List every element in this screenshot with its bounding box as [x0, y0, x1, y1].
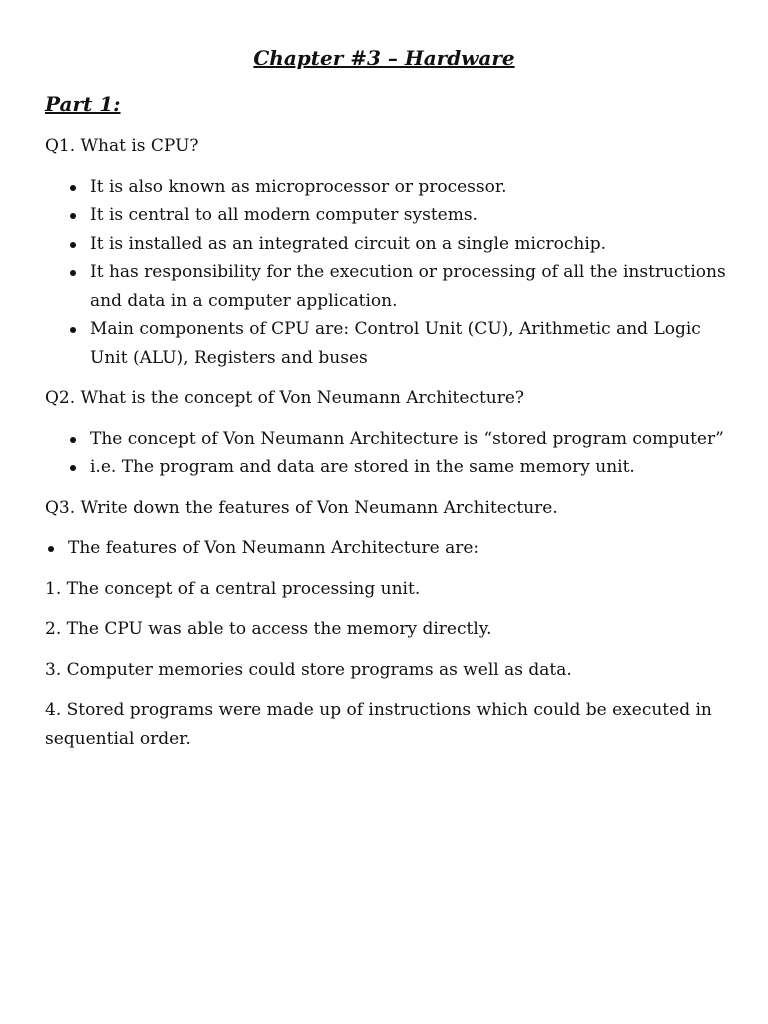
question-2: Q2. What is the concept of Von Neumann Architecture? [45, 388, 525, 408]
feature-item-1: 1. The concept of a central processing unit. [45, 578, 421, 599]
bullet-icon [70, 270, 76, 276]
list-item-text: It is installed as an integrated circuit on a single microchip. [90, 233, 607, 254]
list-item [45, 425, 735, 454]
bullet-icon [70, 437, 76, 443]
document-body [45, 132, 735, 765]
feature-item-3: 3. Computer memories could store programs as well as data. [45, 659, 572, 680]
list-item-text: The concept of Von Neumann Architecture is “stored program computer” [90, 428, 724, 449]
list-item-text: It is also known as microprocessor or processor. [90, 176, 507, 197]
question-3-intro [45, 534, 735, 563]
list-item-text: It has responsibility for the execution or processing of all the instructions and data in a computer application. [90, 262, 726, 311]
bullet-icon [70, 465, 76, 471]
list-item-text: Main components of CPU are: Control Unit (CU), Arithmetic and Logic Unit (ALU), Registers and buses [90, 319, 701, 368]
list-item-text: The features of Von Neumann Architecture are: [68, 538, 480, 558]
list-item [45, 453, 735, 482]
list-item [45, 258, 735, 315]
bullet-icon [70, 327, 76, 333]
chapter-title: Chapter #3 – Hardware [253, 46, 515, 70]
bullet-icon [70, 242, 76, 248]
bullet-icon [70, 185, 76, 191]
list-item [45, 201, 735, 230]
bullet-icon [48, 546, 54, 552]
part-heading: Part 1: [45, 92, 121, 116]
bullet-icon [70, 213, 76, 219]
question-2-answer-list [45, 425, 735, 482]
list-item [45, 173, 735, 202]
list-item [45, 315, 735, 372]
list-item-text: It is central to all modern computer systems. [90, 205, 478, 225]
list-item-text: i.e. The program and data are stored in the same memory unit. [90, 457, 635, 477]
question-3: Q3. Write down the features of Von Neumann Architecture. [45, 497, 558, 518]
question-1: Q1. What is CPU? [45, 136, 199, 156]
feature-item-4: 4. Stored programs were made up of instructions which could be executed in sequential order. [45, 700, 712, 749]
question-1-answer-list [45, 173, 735, 373]
feature-item-2: 2. The CPU was able to access the memory directly. [45, 619, 492, 639]
list-item [45, 230, 735, 259]
